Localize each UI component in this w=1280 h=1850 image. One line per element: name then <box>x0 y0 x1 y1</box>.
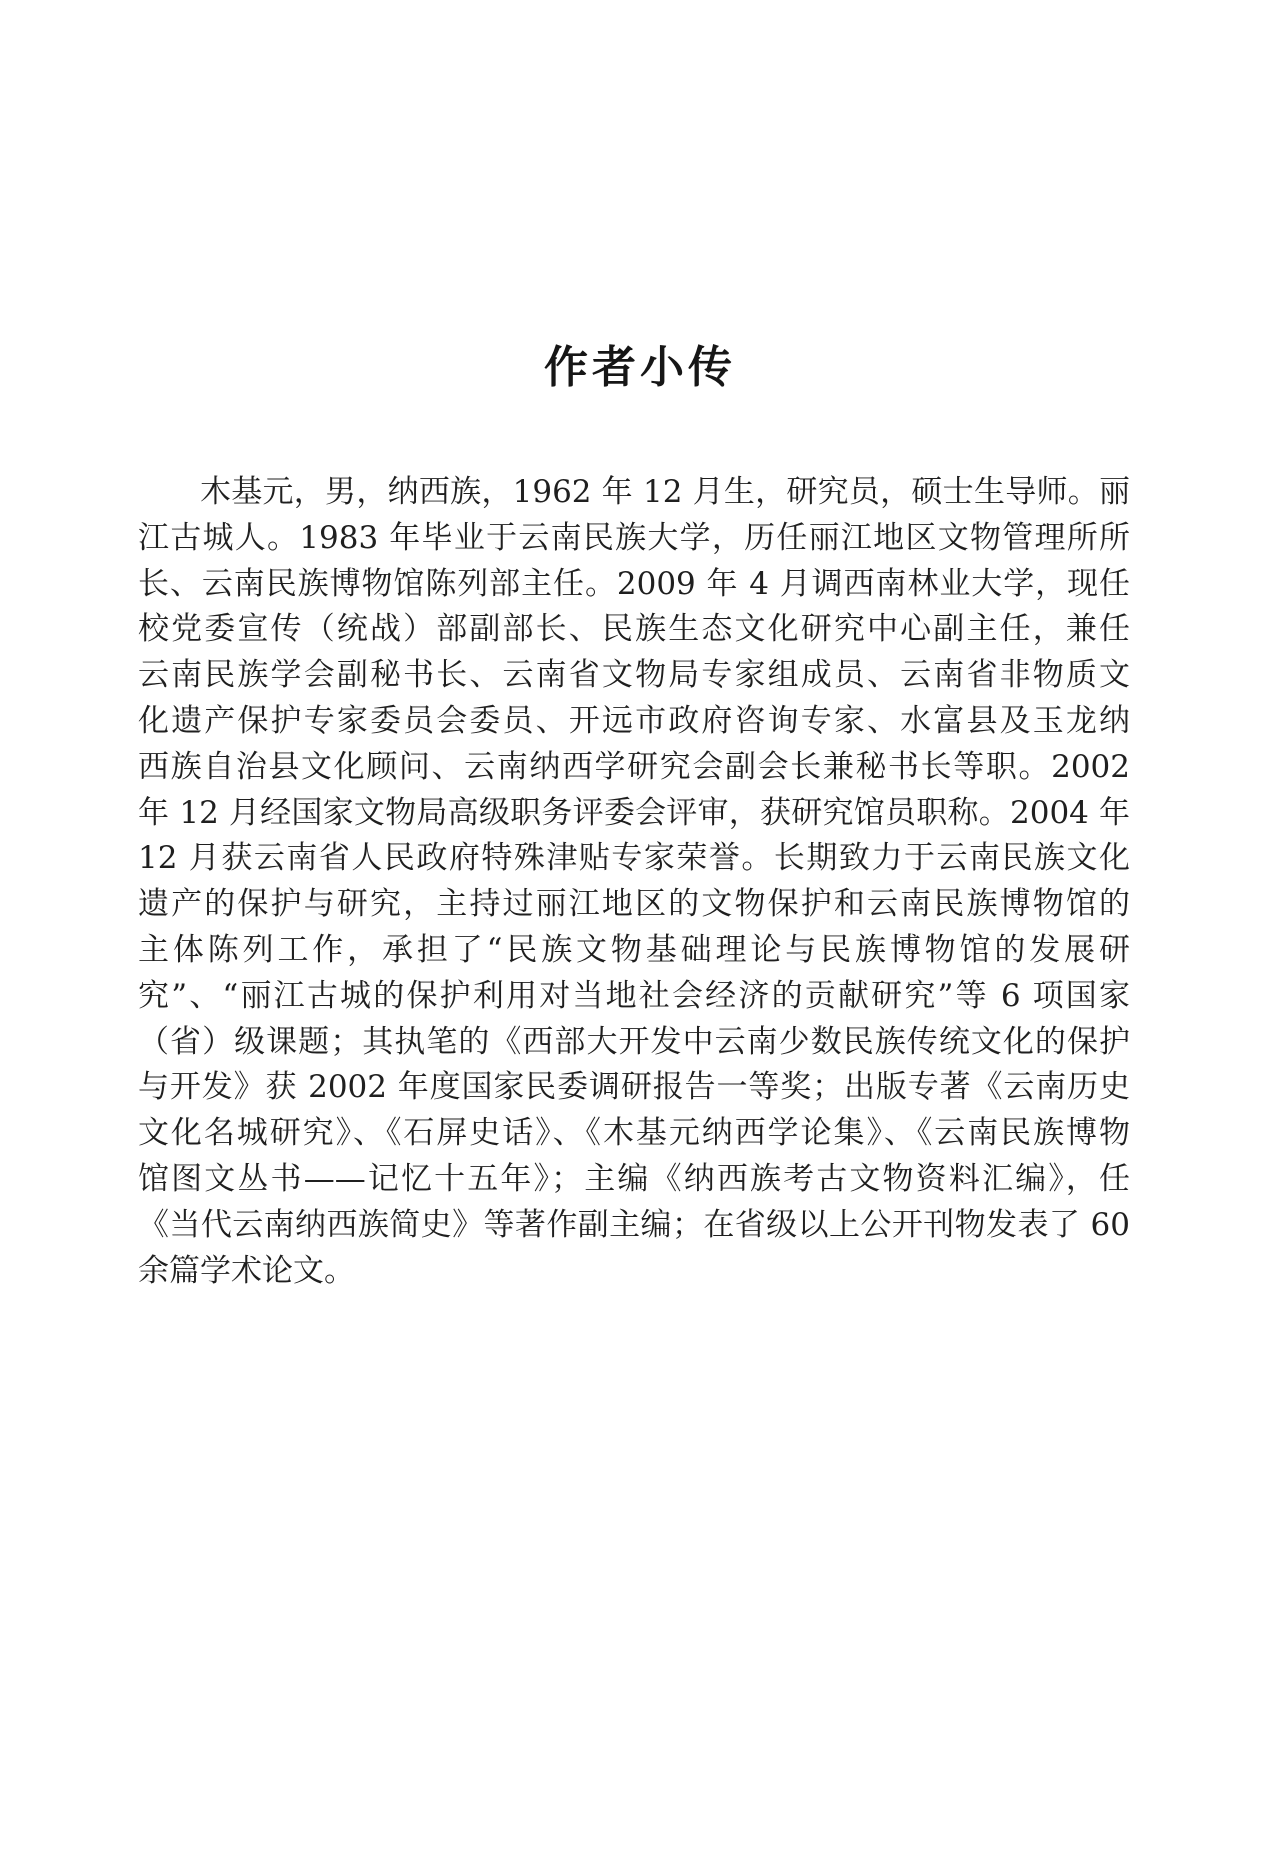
text-line: 西族自治县文化顾问、云南纳西学研究会副会长兼秘书长等职。2002 <box>138 748 1130 785</box>
text-line: 主体陈列工作，承担了“民族文物基础理论与民族博物馆的发展研 <box>138 931 1130 968</box>
text-line: 12 月获云南省人民政府特殊津贴专家荣誉。长期致力于云南民族文化 <box>138 840 1130 877</box>
text-line: 与开发》获 2002 年度国家民委调研报告一等奖；出版专著《云南历史 <box>138 1069 1130 1106</box>
text-line: 馆图文丛书——记忆十五年》；主编《纳西族考古文物资料汇编》，任 <box>138 1160 1130 1197</box>
text-line: 遗产的保护与研究，主持过丽江地区的文物保护和云南民族博物馆的 <box>138 886 1130 923</box>
text-line: 云南民族学会副秘书长、云南省文物局专家组成员、云南省非物质文 <box>138 657 1130 694</box>
text-line: 木基元，男，纳西族，1962 年 12 月生，研究员，硕士生导师。丽 <box>200 474 1130 510</box>
text-line: 文化名城研究》、《石屏史话》、《木基元纳西学论集》、《云南民族博物 <box>138 1115 1130 1152</box>
author-biography <box>138 470 1130 1294</box>
text-line: （省）级课题；其执笔的《西部大开发中云南少数民族传统文化的保护 <box>138 1023 1130 1060</box>
text-line: 校党委宣传（统战）部副部长、民族生态文化研究中心副主任，兼任 <box>138 611 1130 648</box>
text-line: 年 12 月经国家文物局高级职务评委会评审，获研究馆员职称。2004 年 <box>138 794 1130 831</box>
text-line: 化遗产保护专家委员会委员、开远市政府咨询专家、水富县及玉龙纳 <box>138 702 1130 739</box>
page-title: 作者小传 <box>544 342 736 393</box>
text-line: 江古城人。1983 年毕业于云南民族大学，历任丽江地区文物管理所所 <box>138 519 1130 556</box>
text-line: 长、云南民族博物馆陈列部主任。2009 年 4 月调西南林业大学，现任 <box>138 565 1130 602</box>
text-line: 《当代云南纳西族简史》等著作副主编；在省级以上公开刊物发表了 60 <box>138 1206 1130 1243</box>
text-line: 余篇学术论文。 <box>138 1252 355 1289</box>
text-line: 究”、“丽江古城的保护利用对当地社会经济的贡献研究”等 6 项国家 <box>138 977 1130 1014</box>
